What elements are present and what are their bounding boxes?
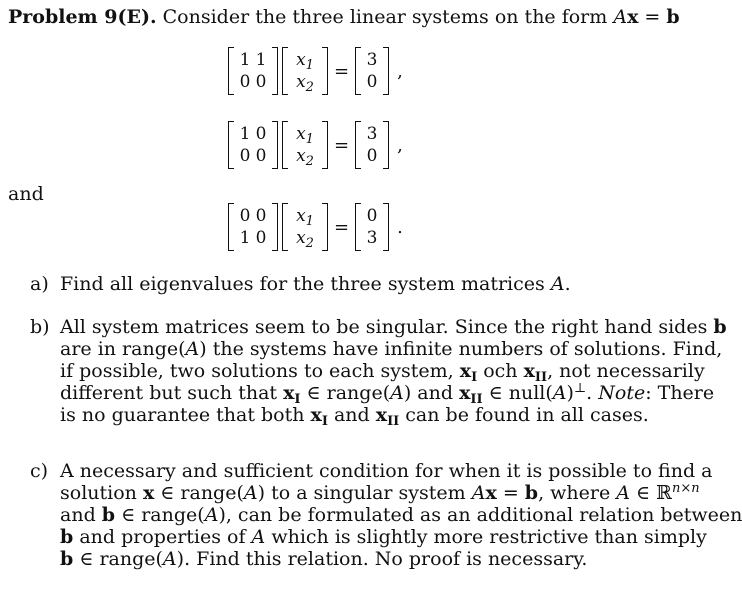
system-1-b-vector: 3 0 [355, 47, 389, 95]
and-word: and [8, 183, 44, 205]
item-a-text: Find all eigenvalues for the three system matrices A. [60, 273, 571, 295]
item-a-label: a) [30, 273, 49, 295]
system-3-x-vector: $x_1$ $x_2$ [282, 203, 328, 251]
item-b-text: All system matrices seem to be singular. Since the right hand sides b are in range(A) the systems have infinite numbers of solutions. Find, if possible, two solutions to each system, $x_I$ och $x_{II}$, not necessarily different but such that $x_I$ ∈ range(A) and $x_{II}$ ∈ null(A)⊥. Note: There is no guarantee that both $x_I$ and $x_{II}$ can be found in all cases. [60, 316, 727, 429]
system-2-matrix: 1 0 0 0 [228, 121, 278, 169]
system-3-matrix: 0 0 1 0 [228, 203, 278, 251]
problem-label: Problem 9(E). [8, 6, 157, 28]
item-c-label: c) [30, 460, 49, 482]
problem-statement-line: Problem 9(E). Consider the three linear systems on the form Ax = b [8, 6, 680, 28]
intro-text: Consider the three linear systems on the form [162, 6, 608, 28]
system-2-b-vector: 3 0 [355, 121, 389, 169]
system-1-x-vector: $x_1$ $x_2$ [282, 47, 328, 95]
system-1: 1 1 0 0 $x_1$ $x_2$ = 3 0 , [228, 45, 403, 97]
system-3-b-vector: 0 3 [355, 203, 389, 251]
item-b-label: b) [30, 316, 50, 338]
system-2-x-vector: $x_1$ $x_2$ [282, 121, 328, 169]
system-3: 0 0 1 0 $x_1$ $x_2$ = 0 3 . [228, 201, 403, 253]
item-c-text: A necessary and sufficient condition for when it is possible to find a solution x ∈ range(A) to a singular system Ax = b, where A ∈ ℝ$^{n\times n}$ and b ∈ range(A), can be formulated as an additional relation between b and properties of A which is slightly more restrictive than simply b ∈ range(A). Find this relation. No proof is necessary. [60, 460, 742, 570]
system-2: 1 0 0 0 $x_1$ $x_2$ = 3 0 , [228, 119, 403, 171]
system-1-matrix: 1 1 0 0 [228, 47, 278, 95]
